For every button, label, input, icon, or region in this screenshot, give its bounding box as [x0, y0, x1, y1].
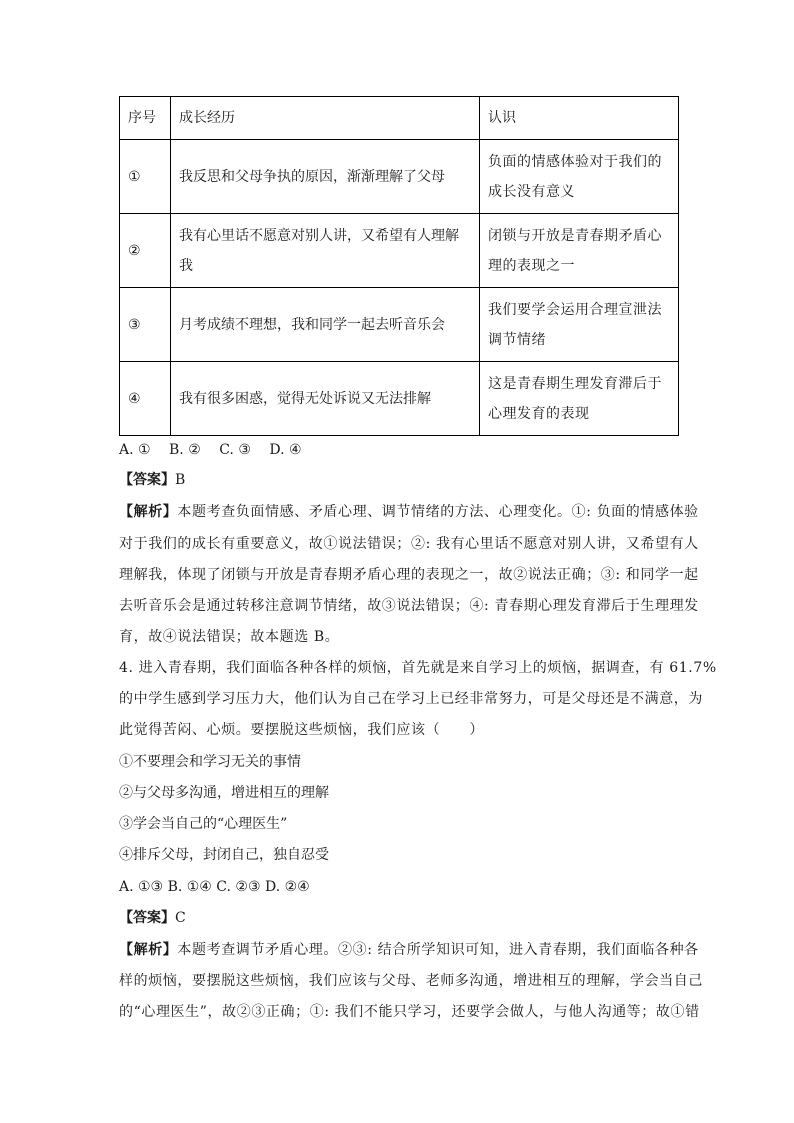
analysis-label: 【解析】 [119, 942, 178, 958]
q4-analysis-line: 样的烦恼，要摆脱这些烦恼，我们应该与父母、老师多沟通，增进相互的理解，学会当自己 [119, 973, 703, 989]
q3-analysis-line: 对于我们的成长有重要意义，故①说法错误；②: 我有心里话不愿意对别人讲，又希望有人 [119, 536, 699, 552]
q4-analysis-line: 的“心理医生”，故②③正确；①: 我们不能只学习，还要学会做人，与他人沟通等；故①错 [119, 1004, 700, 1020]
q4-analysis-line [119, 940, 699, 960]
row-number: ② [120, 214, 171, 288]
row-number: ③ [120, 288, 171, 362]
answer-label: 【答案】 [119, 472, 175, 488]
analysis-text: 本题考查负面情感、矛盾心理、调节情绪的方法、心理变化。①: 负面的情感体验 [177, 504, 699, 520]
answer-value: C [175, 910, 186, 926]
row-number: ① [120, 140, 171, 214]
insight-line: 心理发育的表现 [488, 405, 590, 422]
option-d: D. ④ [269, 442, 302, 458]
row-experience: 我反思和父母争执的原因，渐渐理解了父母 [171, 140, 480, 214]
insight-line: 理的表现之一 [488, 257, 575, 274]
q4-stem-line: 4. 进入青春期，我们面临各种各样的烦恼，首先就是来自学习上的烦恼，据调查，有 61.7% [119, 660, 717, 676]
q4-statement: ①不要理会和学习无关的事情 [119, 754, 301, 770]
header-cell-experience: 成长经历 [171, 97, 480, 140]
row-insight [480, 140, 679, 214]
insight-line: 负面的情感体验对于我们的 [488, 153, 662, 170]
header-cell-number: 序号 [120, 97, 171, 140]
q3-analysis-line [119, 502, 699, 522]
row-experience: 我有很多困惑，觉得无处诉说又无法排解 [171, 362, 480, 436]
table-header-row [120, 97, 679, 140]
answer-label: 【答案】 [119, 910, 175, 926]
row-insight [480, 362, 679, 436]
q3-analysis-line: 去听音乐会是通过转移注意调节情绪，故③说法错误；④: 青春期心理发育滞后于生理理发 [119, 598, 699, 614]
growth-experience-table [119, 96, 679, 436]
row-experience: 月考成绩不理想，我和同学一起去听音乐会 [171, 288, 480, 362]
q3-answer [119, 470, 185, 490]
option-b: B. ② [169, 442, 201, 458]
answer-value: B [175, 472, 186, 488]
row-experience: 我有心里话不愿意对别人讲，又希望有人理解我 [171, 214, 480, 288]
insight-line: 闭锁与开放是青春期矛盾心 [488, 227, 662, 244]
insight-line: 这是青春期生理发育滞后于 [488, 375, 662, 392]
q4-statement: ②与父母多沟通，增进相互的理解 [119, 785, 329, 801]
analysis-text: 本题考查调节矛盾心理。②③: 结合所学知识可知，进入青春期，我们面临各种各 [177, 942, 699, 958]
option-c: C. ③ [219, 442, 251, 458]
row-insight [480, 288, 679, 362]
q4-statement: ③学会当自己的“心理医生” [119, 816, 288, 832]
q4-options: A. ①③ B. ①④ C. ②③ D. ②④ [119, 879, 310, 895]
table-row [120, 288, 679, 362]
q4-stem-line: 的中学生感到学习压力大，他们认为自己在学习上已经非常努力，可是父母还是不满意，为 [119, 691, 703, 707]
row-insight [480, 214, 679, 288]
header-cell-insight: 认识 [480, 97, 679, 140]
q4-stem-line: 此觉得苦闷、心烦。要摆脱这些烦恼，我们应该（ ） [119, 722, 484, 738]
insight-line: 调节情绪 [488, 331, 546, 348]
q3-analysis-line: 育，故④说法错误；故本题选 B。 [119, 629, 340, 645]
insight-line: 成长没有意义 [488, 183, 575, 200]
table-row [120, 214, 679, 288]
q3-options [119, 440, 316, 460]
analysis-label: 【解析】 [119, 504, 178, 520]
row-number: ④ [120, 362, 171, 436]
q4-statement: ④排斥父母，封闭自己，独自忍受 [119, 847, 329, 863]
q4-answer [119, 908, 186, 928]
q3-analysis-line: 理解我，体现了闭锁与开放是青春期矛盾心理的表现之一，故②说法正确；③: 和同学一起 [119, 567, 699, 583]
option-a: A. ① [119, 442, 151, 458]
table-row [120, 140, 679, 214]
table-row [120, 362, 679, 436]
insight-line: 我们要学会运用合理宣泄法 [488, 301, 662, 318]
